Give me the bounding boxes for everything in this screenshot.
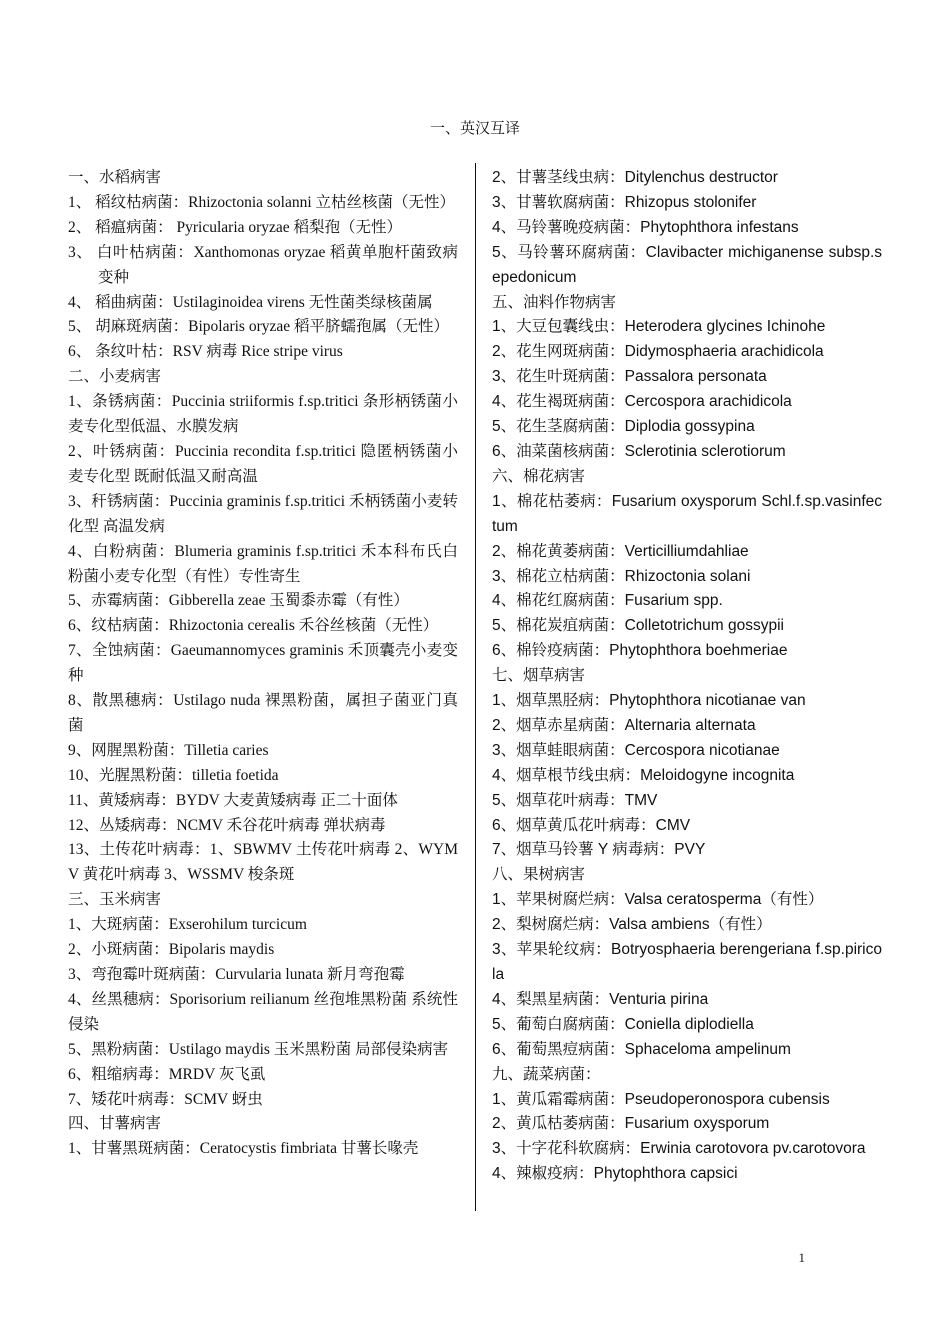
list-item: 2、叶锈病菌：Puccinia recondita f.sp.tritici 隐匿柄锈菌小麦专化型 既耐低温又耐高温: [68, 442, 458, 485]
list-item: 7、烟草马铃薯 Y 病毒病：PVY: [492, 841, 706, 859]
list-item: 2、梨树腐烂病：Valsa ambiens（有性）: [492, 916, 772, 934]
section-heading: 三、玉米病害: [68, 891, 162, 909]
list-item: 5、花生茎腐病菌：Diplodia gossypina: [492, 418, 755, 436]
list-item: 4、马铃薯晚疫病菌：Phytophthora infestans: [492, 218, 799, 236]
list-item: 4、梨黑星病菌：Venturia pirina: [492, 990, 709, 1008]
list-item: 3、十字花科软腐病：Erwinia carotovora pv.carotovora: [492, 1140, 866, 1158]
list-item: 3、 白叶枯病菌：Xanthomonas oryzae 稻黄单胞杆菌致病变种: [68, 243, 458, 286]
list-item: 2、棉花黄萎病菌：Verticilliumdahliae: [492, 542, 749, 560]
list-item: 1、黄瓜霜霉病菌：Pseudoperonospora cubensis: [492, 1090, 830, 1108]
list-item: 2、烟草赤星病菌：Alternaria alternata: [492, 716, 756, 734]
list-item: 5、 胡麻斑病菌：Bipolaris oryzae 稻平脐蠕孢属（无性）: [68, 318, 450, 336]
section-heading: 八、果树病害: [492, 866, 586, 884]
list-item: 5、马铃薯环腐病菌：Clavibacter michiganense subsp.sepedonicum: [492, 243, 882, 286]
list-item: 1、条锈病菌：Puccinia striiformis f.sp.tritici 条形柄锈菌小麦专化型低温、水膜发病: [68, 393, 458, 436]
list-item: 11、黄矮病毒：BYDV 大麦黄矮病毒 正二十面体: [68, 791, 398, 809]
list-item: 3、弯孢霉叶斑病菌：Curvularia lunata 新月弯孢霉: [68, 966, 405, 983]
list-item: 10、光腥黑粉菌：tilletia foetida: [68, 766, 279, 784]
list-item: 1、大豆包囊线虫：Heterodera glycines Ichinohe: [492, 318, 826, 336]
list-item: 4、烟草根节线虫病：Meloidogyne incognita: [492, 766, 795, 784]
list-item: 6、烟草黄瓜花叶病毒：CMV: [492, 816, 691, 834]
list-item: 3、甘薯软腐病菌：Rhizopus stolonifer: [492, 193, 757, 211]
list-item: 3、花生叶斑病菌：Passalora personata: [492, 368, 767, 386]
list-item: 2、小斑病菌：Bipolaris maydis: [68, 941, 275, 959]
section-heading: 一、水稻病害: [68, 169, 162, 186]
list-item: 6、 条纹叶枯：RSV 病毒 Rice stripe virus: [68, 343, 343, 361]
list-item: 4、棉花红腐病菌：Fusarium spp.: [492, 592, 723, 610]
list-item: 6、棉铃疫病菌：Phytophthora boehmeriae: [492, 642, 788, 660]
list-item: 5、棉花炭疽病菌：Colletotrichum gossypii: [492, 617, 784, 635]
list-item: 4、辣椒疫病：Phytophthora capsici: [492, 1165, 738, 1183]
list-item: 1、大斑病菌：Exserohilum turcicum: [68, 916, 307, 934]
left-column: [68, 166, 458, 1162]
list-item: 4、 稻曲病菌：Ustilaginoidea virens 无性菌类绿核菌属: [68, 293, 433, 311]
list-item: 3、烟草蛙眼病菌：Cercospora nicotianae: [492, 741, 780, 759]
list-item: 1、 稻纹枯病菌：Rhizoctonia solanni 立枯丝核菌（无性）: [68, 193, 456, 211]
list-item: 1、甘薯黑斑病菌：Ceratocystis fimbriata 甘薯长喙壳: [68, 1140, 419, 1158]
list-item: 2、花生网斑病菌：Didymosphaeria arachidicola: [492, 343, 824, 361]
list-item: 4、花生褐斑病菌：Cercospora arachidicola: [492, 393, 792, 411]
list-item: 1、苹果树腐烂病：Valsa ceratosperma（有性）: [492, 891, 824, 909]
column-divider: [475, 163, 476, 1211]
list-item: 3、苹果轮纹病：Botryosphaeria berengeriana f.sp.piricola: [492, 941, 882, 983]
list-item: 7、矮花叶病毒：SCMV 蚜虫: [68, 1090, 263, 1108]
page-number: 1: [798, 1250, 805, 1265]
section-heading: 二、小麦病害: [68, 368, 162, 386]
section-heading: 四、甘薯病害: [68, 1115, 162, 1133]
list-item: 5、赤霉病菌：Gibberella zeae 玉蜀黍赤霉（有性）: [68, 592, 409, 610]
list-item: 6、粗缩病毒：MRDV 灰飞虱: [68, 1065, 266, 1083]
list-item: 6、葡萄黑痘病菌：Sphaceloma ampelinum: [492, 1040, 791, 1058]
list-item: 3、秆锈病菌：Puccinia graminis f.sp.tritici 禾柄锈菌小麦转化型 高温发病: [68, 492, 458, 535]
list-item: 2、 稻瘟病菌： Pyricularia oryzae 稻梨孢（无性）: [68, 218, 403, 236]
list-item: 2、甘薯茎线虫病：Ditylenchus destructor: [492, 169, 778, 186]
list-item: 6、纹枯病菌：Rhizoctonia cerealis 禾谷丝核菌（无性）: [68, 617, 439, 635]
section-heading: 九、蔬菜病菌：: [492, 1065, 601, 1083]
list-item: 5、黑粉病菌：Ustilago maydis 玉米黑粉菌 局部侵染病害: [68, 1040, 449, 1058]
list-item: 6、油菜菌核病菌：Sclerotinia sclerotiorum: [492, 442, 786, 460]
list-item: 1、烟草黑胫病：Phytophthora nicotianae van: [492, 692, 806, 710]
page-title: 一、英汉互译: [429, 119, 520, 137]
list-item: 4、白粉病菌：Blumeria graminis f.sp.tritici 禾本科布氏白粉菌小麦专化型（有性）专性寄生: [68, 542, 458, 585]
right-column: [492, 166, 882, 1187]
list-item: 13、土传花叶病毒：1、SBWMV 土传花叶病毒 2、WYMV 黄花叶病毒 3、WSSMV 梭条斑: [68, 841, 458, 884]
list-item: 9、网腥黑粉菌：Tilletia caries: [68, 741, 269, 759]
list-item: 7、全蚀病菌：Gaeumannomyces graminis 禾顶囊壳小麦变种: [68, 642, 458, 685]
section-heading: 七、烟草病害: [492, 667, 586, 685]
list-item: 12、丛矮病毒：NCMV 禾谷花叶病毒 弹状病毒: [68, 816, 386, 834]
list-item: 2、黄瓜枯萎病菌：Fusarium oxysporum: [492, 1115, 770, 1133]
list-item: 1、棉花枯萎病：Fusarium oxysporum Schl.f.sp.vasinfectum: [492, 492, 882, 535]
list-item: 3、棉花立枯病菌：Rhizoctonia solani: [492, 567, 751, 585]
section-heading: 五、油料作物病害: [492, 293, 617, 311]
list-item: 5、烟草花叶病毒：TMV: [492, 791, 658, 809]
list-item: 4、丝黑穗病：Sporisorium reilianum 丝孢堆黑粉菌 系统性侵染: [68, 990, 458, 1033]
list-item: 8、散黑穗病：Ustilago nuda 裸黑粉菌，属担子菌亚门真菌: [68, 692, 458, 734]
section-heading: 六、棉花病害: [492, 467, 586, 485]
list-item: 5、葡萄白腐病菌：Coniella diplodiella: [492, 1015, 754, 1033]
